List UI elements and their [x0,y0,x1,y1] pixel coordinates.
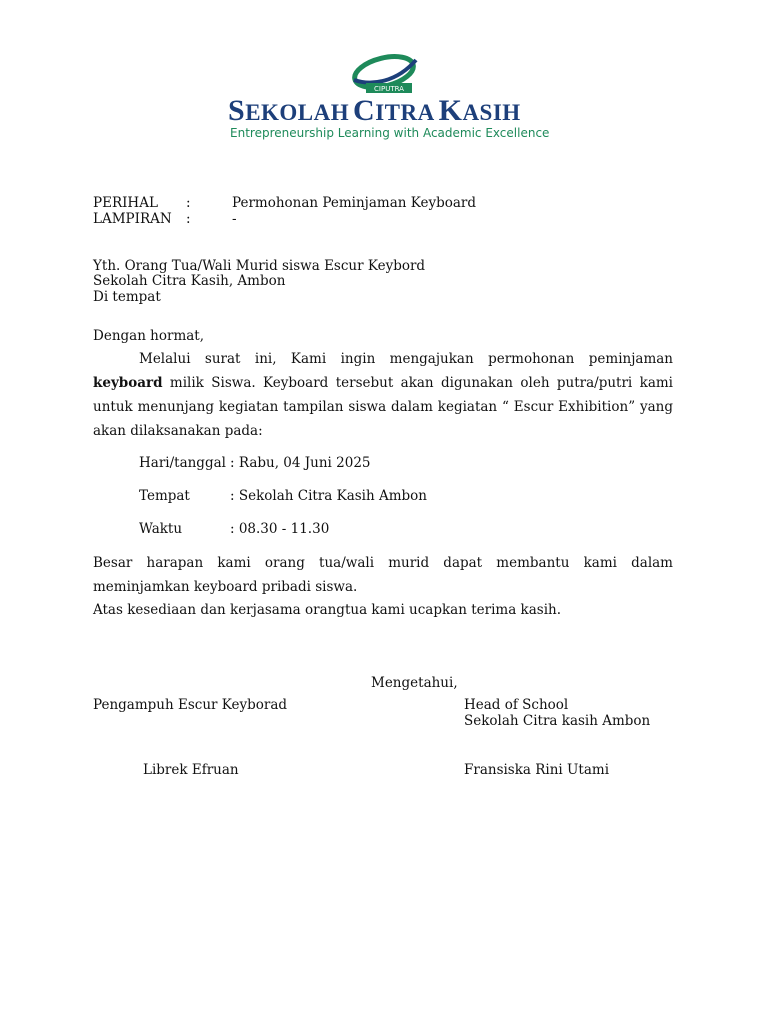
body-bold-keyboard: keyboard [93,375,163,391]
body-text-rest: milik Siswa. Keyboard tersebut akan digunakan oleh putra/putri kami untuk menunjang kegiatan tampilan siswa dalam kegiatan “ Escur Exhibition” yang akan dilaksanakan pada: [93,375,673,439]
lampiran-value: - [232,211,237,227]
perihal-sep: : [186,195,191,211]
right-signer-name: Fransiska Rini Utami [464,762,610,778]
thanks-line: Atas kesediaan dan kerjasama orangtua kami ucapkan terima kasih. [93,602,561,618]
right-signer-org: Sekolah Citra kasih Ambon [464,713,651,729]
body-paragraph [93,347,673,443]
school-name: SEKOLAH CITRA KASIH [228,94,521,127]
logo-badge-text: CIPUTRA [374,85,404,93]
closing-paragraph: Besar harapan kami orang tua/wali murid dapat membantu kami dalam meminjamkan keyboard pribadi siswa. [93,555,673,595]
lampiran-label: LAMPIRAN [93,211,172,227]
detail-place-value: : Sekolah Citra Kasih Ambon [230,488,427,504]
recipient-line-2: Sekolah Citra Kasih, Ambon [93,273,286,289]
logo-emblem-icon [342,46,422,94]
left-signer-name: Librek Efruan [143,762,239,778]
detail-date-value: : Rabu, 04 Juni 2025 [230,455,371,471]
recipient-line-1: Yth. Orang Tua/Wali Murid siswa Escur Keybord [93,258,426,274]
school-logo [228,46,548,146]
lampiran-sep: : [186,211,191,227]
detail-date-label: Hari/tanggal [139,455,226,471]
perihal-value: Permohonan Peminjaman Keyboard [232,195,477,211]
recipient-line-3: Di tempat [93,289,161,305]
acknowledge-label: Mengetahui, [371,675,458,691]
perihal-label: PERIHAL [93,195,158,211]
detail-time-value: : 08.30 - 11.30 [230,521,330,537]
detail-place-label: Tempat [139,488,190,504]
right-signer-title: Head of School [464,697,569,713]
school-tagline: Entrepreneurship Learning with Academic Excellence [230,126,550,140]
greeting: Dengan hormat, [93,328,205,344]
left-signer-title: Pengampuh Escur Keyborad [93,697,288,713]
body-text-start: Melalui surat ini, Kami ingin mengajukan permohonan peminjaman [139,351,673,367]
detail-time-label: Waktu [139,521,183,537]
